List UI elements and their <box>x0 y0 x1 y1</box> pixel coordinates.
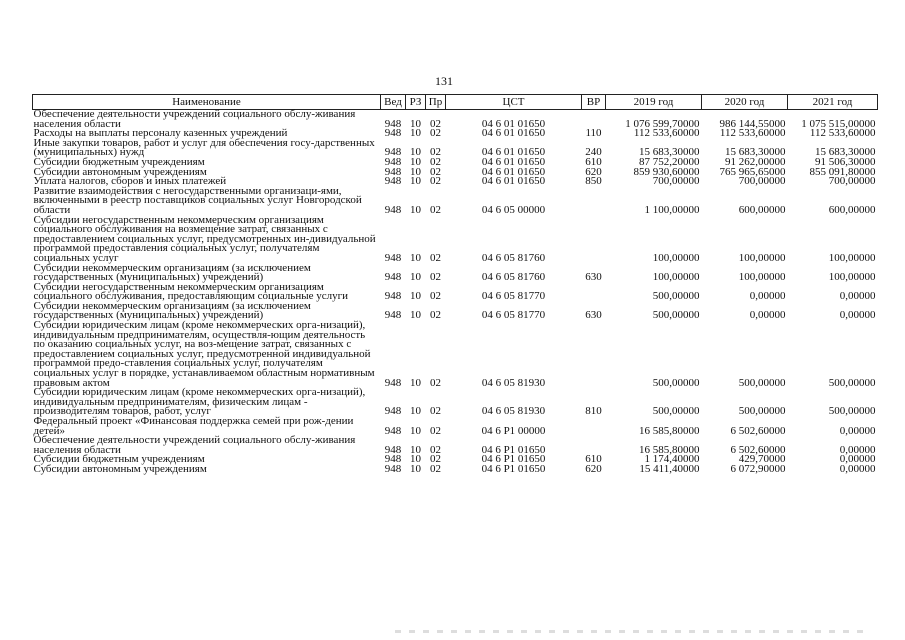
cell-rz: 10 <box>410 165 421 178</box>
cell-y2019: 500,00000 <box>652 405 700 418</box>
cell-vr: 110 <box>585 127 602 140</box>
cell-y2020: 500,00000 <box>738 405 786 418</box>
cell-name: Развитие взаимодействия с негосударственными организаци-ями, включенными в реестр поставщиков социальных услуг Новгородской области <box>33 184 362 216</box>
cell-y2019: 100,00000 <box>652 271 700 284</box>
cell-y2019: 1 174,40000 <box>644 453 700 466</box>
cell-y2021: 1 075 515,00000 <box>801 117 876 130</box>
cell-rz: 10 <box>410 117 421 130</box>
cell-y2020: 6 502,60000 <box>730 443 786 456</box>
cell-name: Обеспечение деятельности учреждений социального обслу-живания населения области <box>33 434 356 456</box>
cell-ved: 948 <box>384 443 402 456</box>
cell-vr: 850 <box>585 175 602 188</box>
table-row <box>33 321 878 388</box>
cell-y2020: 0,00000 <box>749 309 786 322</box>
cell-y2019: 500,00000 <box>652 376 700 389</box>
cell-y2019: 16 585,80000 <box>639 424 700 437</box>
cell-vr <box>582 417 606 436</box>
table-row <box>33 187 878 216</box>
cell-name: Субсидии автономным учреждениям <box>33 462 207 475</box>
cell-cst: 04 6 01 01650 <box>481 175 546 188</box>
table-body <box>33 110 878 475</box>
cell-y2020: 91 262,00000 <box>725 155 786 168</box>
cell-ved: 948 <box>384 155 402 168</box>
cell-name: Субсидии некоммерческим организациям (за исключением государственных (муниципальных) учреждений) <box>33 261 311 284</box>
cell-ved: 948 <box>384 165 402 178</box>
table-row <box>33 465 878 475</box>
cell-name: Субсидии юридическим лицам (кроме некоммерческих орга-низаций), индивидуальным предпринимателям, осуществля-ющим деятельность по оказанию социальных услуг, на воз-мещение затрат, связанных с предоставлением социальных услуг, предусмотренной индивидуальной программой предо-ставления социальных услуг, получателям социальных услуг в порядке, устанавливаемом областным нормативным правовым актом <box>33 319 375 389</box>
cell-y2019: 16 585,80000 <box>639 443 700 456</box>
cell-y2021: 700,00000 <box>828 175 876 188</box>
cell-y2019: 1 100,00000 <box>644 203 700 216</box>
header-pr: Пр <box>426 95 446 110</box>
cell-rz: 10 <box>410 146 421 159</box>
cell-pr: 02 <box>430 405 441 418</box>
cell-y2020: 986 144,55000 <box>719 117 786 130</box>
cell-vr: 620 <box>585 462 602 475</box>
cell-ved: 948 <box>384 127 402 140</box>
cell-y2021: 0,00000 <box>839 453 876 466</box>
cell-y2020: 100,00000 <box>738 271 786 284</box>
table-row <box>33 216 878 264</box>
cell-vr <box>582 187 606 216</box>
cell-name: Иные закупки товаров, работ и услуг для обеспечения госу-дарственных (муниципальных) нужд <box>33 136 375 159</box>
cell-rz: 10 <box>410 251 421 264</box>
cell-vr: 610 <box>585 155 602 168</box>
cell-name: Субсидии юридическим лицам (кроме некоммерческих орга-низаций), индивидуальным предпринимателям, физическим лицам - производителям товаров, работ, услуг <box>33 386 366 418</box>
cell-vr: 810 <box>585 405 602 418</box>
cell-name: Уплата налогов, сборов и иных платежей <box>33 175 227 188</box>
cell-pr: 02 <box>430 462 441 475</box>
cell-ved: 948 <box>384 271 402 284</box>
cell-y2020: 429,70000 <box>738 453 786 466</box>
cell-y2021: 100,00000 <box>828 251 876 264</box>
cell-vr: 620 <box>585 165 602 178</box>
cell-pr: 02 <box>430 290 441 303</box>
cell-y2019: 112 533,60000 <box>633 127 700 140</box>
cell-name: Субсидии негосударственным некоммерческим организациям социального обслуживания, предоставляющим социальные услуги <box>33 280 348 303</box>
header-2021: 2021 год <box>788 95 878 110</box>
cell-rz: 10 <box>410 453 421 466</box>
cell-y2020: 15 683,30000 <box>725 146 786 159</box>
cell-ved: 948 <box>384 376 402 389</box>
cell-name: Субсидии негосударственным некоммерческим организациям социального обслуживания на возмещение затрат, связанных с предоставлением социальных услуг, предусмотренных ин-дивидуальной программой предоставления социальных услуг, получателям социальных услуг <box>33 213 376 264</box>
cell-cst: 04 6 05 81930 <box>481 405 546 418</box>
cell-ved: 948 <box>384 309 402 322</box>
cell-cst: 04 6 01 01650 <box>481 127 546 140</box>
table-row <box>33 388 878 417</box>
header-2020: 2020 год <box>702 95 788 110</box>
cell-rz: 10 <box>410 462 421 475</box>
cell-y2020: 6 072,90000 <box>730 462 786 475</box>
cell-y2019: 100,00000 <box>652 251 700 264</box>
cell-rz: 10 <box>410 424 421 437</box>
header-rz: РЗ <box>406 95 426 110</box>
cell-rz: 10 <box>410 290 421 303</box>
cell-ved: 948 <box>384 290 402 303</box>
cell-rz: 10 <box>410 309 421 322</box>
cell-y2021: 500,00000 <box>828 376 876 389</box>
cell-pr: 02 <box>430 443 441 456</box>
cell-cst: 04 6 01 01650 <box>481 155 546 168</box>
cell-y2020: 0,00000 <box>749 290 786 303</box>
cell-cst: 04 6 05 81770 <box>481 309 546 322</box>
cell-y2020: 700,00000 <box>738 175 786 188</box>
cell-pr: 02 <box>430 155 441 168</box>
cell-ved: 948 <box>384 453 402 466</box>
table-row <box>33 264 878 283</box>
cell-pr: 02 <box>430 203 441 216</box>
cell-vr: 630 <box>585 309 602 322</box>
cell-y2019: 500,00000 <box>652 290 700 303</box>
cell-cst: 04 6 P1 01650 <box>481 443 546 456</box>
header-name: Наименование <box>33 95 381 110</box>
cell-cst: 04 6 05 81770 <box>481 290 546 303</box>
cell-cst: 04 6 05 81760 <box>481 251 546 264</box>
cell-pr: 02 <box>430 453 441 466</box>
cell-name: Субсидии бюджетным учреждениям <box>33 453 205 466</box>
cell-rz: 10 <box>410 175 421 188</box>
cell-vr <box>582 283 606 302</box>
cell-pr: 02 <box>430 127 441 140</box>
cell-y2020: 500,00000 <box>738 376 786 389</box>
cell-rz: 10 <box>410 443 421 456</box>
cell-ved: 948 <box>384 462 402 475</box>
cell-y2019: 700,00000 <box>652 175 700 188</box>
cell-vr <box>582 216 606 264</box>
cell-pr: 02 <box>430 175 441 188</box>
header-2019: 2019 год <box>606 95 702 110</box>
cell-cst: 04 6 05 81930 <box>481 376 546 389</box>
page-number: 131 <box>435 74 453 88</box>
cell-y2019: 859 930,60000 <box>633 165 700 178</box>
cell-pr: 02 <box>430 271 441 284</box>
cell-ved: 948 <box>384 424 402 437</box>
cell-cst: 04 6 P1 01650 <box>481 453 546 466</box>
cell-pr: 02 <box>430 117 441 130</box>
cell-y2021: 0,00000 <box>839 443 876 456</box>
cell-y2019: 15 411,40000 <box>639 462 700 475</box>
cell-name: Субсидии бюджетным учреждениям <box>33 155 205 168</box>
cell-y2021: 100,00000 <box>828 271 876 284</box>
table-row <box>33 283 878 302</box>
cell-y2021: 0,00000 <box>839 424 876 437</box>
cell-y2021: 600,00000 <box>828 203 876 216</box>
cell-y2020: 100,00000 <box>738 251 786 264</box>
cell-vr: 630 <box>585 271 602 284</box>
scan-artifact <box>395 630 865 633</box>
cell-rz: 10 <box>410 405 421 418</box>
cell-pr: 02 <box>430 309 441 322</box>
cell-name: Расходы на выплаты персоналу казенных учреждений <box>33 127 288 140</box>
cell-pr: 02 <box>430 424 441 437</box>
cell-y2021: 855 091,80000 <box>809 165 876 178</box>
cell-pr: 02 <box>430 146 441 159</box>
cell-name: Обеспечение деятельности учреждений социального обслу-живания населения области <box>33 108 356 130</box>
cell-y2019: 500,00000 <box>652 309 700 322</box>
cell-ved: 948 <box>384 203 402 216</box>
cell-rz: 10 <box>410 127 421 140</box>
cell-cst: 04 6 01 01650 <box>481 117 546 130</box>
cell-y2020: 600,00000 <box>738 203 786 216</box>
cell-y2021: 15 683,30000 <box>815 146 876 159</box>
cell-cst: 04 6 01 01650 <box>481 165 546 178</box>
cell-rz: 10 <box>410 155 421 168</box>
cell-y2021: 500,00000 <box>828 405 876 418</box>
cell-y2020: 6 502,60000 <box>730 424 786 437</box>
cell-rz: 10 <box>410 271 421 284</box>
cell-ved: 948 <box>384 251 402 264</box>
header-ved: Вед <box>381 95 406 110</box>
cell-y2021: 0,00000 <box>839 309 876 322</box>
cell-cst: 04 6 P1 01650 <box>481 462 546 475</box>
cell-pr: 02 <box>430 251 441 264</box>
cell-name: Субсидии некоммерческим организациям (за исключением государственных (муниципальных) учреждений) <box>33 299 311 322</box>
cell-ved: 948 <box>384 405 402 418</box>
cell-vr: 610 <box>585 453 602 466</box>
cell-y2019: 87 752,20000 <box>639 155 700 168</box>
cell-ved: 948 <box>384 146 402 159</box>
cell-pr: 02 <box>430 376 441 389</box>
cell-y2021: 112 533,60000 <box>809 127 876 140</box>
header-cst: ЦСТ <box>446 95 582 110</box>
cell-y2021: 0,00000 <box>839 290 876 303</box>
cell-y2020: 112 533,60000 <box>719 127 786 140</box>
cell-y2021: 0,00000 <box>839 462 876 475</box>
cell-rz: 10 <box>410 203 421 216</box>
cell-ved: 948 <box>384 117 402 130</box>
cell-vr <box>582 321 606 388</box>
cell-y2021: 91 506,30000 <box>815 155 876 168</box>
header-vr: ВР <box>582 95 606 110</box>
cell-cst: 04 6 P1 00000 <box>481 424 546 437</box>
cell-vr: 240 <box>585 146 602 159</box>
cell-y2020: 765 965,65000 <box>719 165 786 178</box>
cell-ved: 948 <box>384 175 402 188</box>
cell-name: Субсидии автономным учреждениям <box>33 165 207 178</box>
cell-rz: 10 <box>410 376 421 389</box>
cell-y2019: 15 683,30000 <box>639 146 700 159</box>
cell-pr: 02 <box>430 165 441 178</box>
budget-table <box>32 94 878 475</box>
cell-name: Федеральный проект «Финансовая поддержка семей при рож-дении детей» <box>33 415 354 437</box>
cell-cst: 04 6 01 01650 <box>481 146 546 159</box>
cell-y2019: 1 076 599,70000 <box>625 117 700 130</box>
cell-cst: 04 6 05 00000 <box>481 203 546 216</box>
cell-cst: 04 6 05 81760 <box>481 271 546 284</box>
